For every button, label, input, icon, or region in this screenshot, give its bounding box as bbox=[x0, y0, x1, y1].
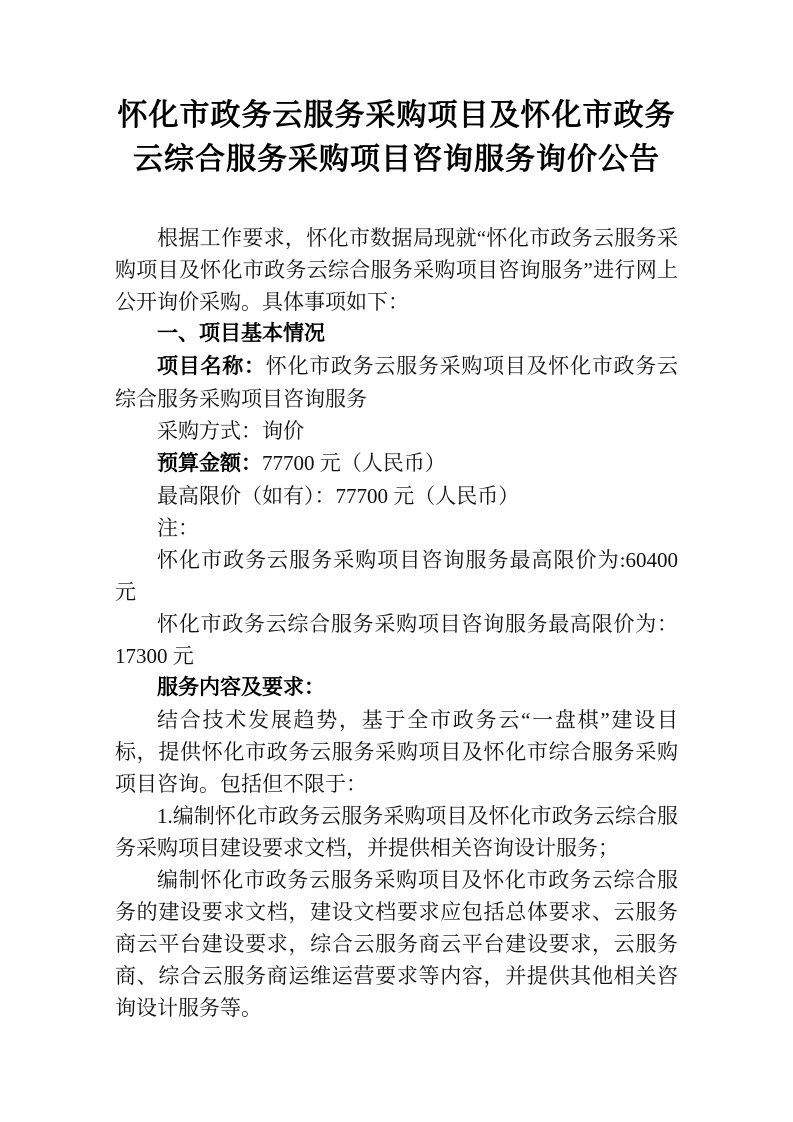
service-item2-paragraph: 编制怀化市政务云服务采购项目及怀化市政务云综合服务的建设要求文档，建设文档要求应包括总体要求、云服务商云平台建设要求，综合云服务商云平台建设要求，云服务商、综合云服务商运维运营要求等内容，并提供其他相关咨询设计服务等。 bbox=[115, 868, 678, 1020]
section-heading-service-requirements: 服务内容及要求： bbox=[157, 676, 325, 699]
document-content bbox=[115, 0, 678, 1024]
budget-value: 77700 元（人民币） bbox=[262, 451, 446, 475]
procurement-method-paragraph: 采购方式：询价 bbox=[157, 419, 304, 443]
budget-paragraph bbox=[115, 447, 678, 480]
project-name-value: 怀化市政务云服务采购项目及怀化市政务云综合服务采购项目咨询服务 bbox=[115, 354, 679, 411]
section-heading-basic-info: 一、项目基本情况 bbox=[157, 322, 325, 345]
project-name-label: 项目名称： bbox=[157, 355, 266, 378]
service-intro-paragraph: 结合技术发展趋势，基于全市政务云“一盘棋”建设目标，提供怀化市政务云服务采购项目及怀化市综合服务采购项目咨询。包括但不限于： bbox=[115, 708, 678, 796]
service-item1-paragraph: 1.编制怀化市政务云服务采购项目及怀化市政务云综合服务采购项目建设要求文档，并提供相关咨询设计服务； bbox=[115, 804, 678, 860]
note-label-paragraph: 注： bbox=[157, 516, 199, 540]
note-line2-paragraph: 怀化市政务云综合服务采购项目咨询服务最高限价为：17300 元 bbox=[115, 612, 678, 668]
budget-label: 预算金额： bbox=[157, 452, 262, 475]
intro-paragraph: 根据工作要求，怀化市数据局现就“怀化市政务云服务采购项目及怀化市政务云综合服务采购项目咨询服务”进行网上公开询价采购。具体事项如下： bbox=[115, 226, 678, 314]
note-line1-paragraph: 怀化市政务云服务采购项目咨询服务最高限价为:60400 元 bbox=[115, 548, 678, 604]
document-title-line-1: 怀化市政务云服务采购项目及怀化市政务 bbox=[117, 99, 676, 132]
document-title bbox=[115, 0, 678, 182]
project-name-paragraph bbox=[115, 350, 678, 415]
document-body bbox=[115, 222, 678, 1024]
max-price-paragraph: 最高限价（如有）：77700 元（人民币） bbox=[157, 484, 520, 508]
document-title-line-2: 云综合服务采购项目咨询服务询价公告 bbox=[133, 143, 660, 176]
